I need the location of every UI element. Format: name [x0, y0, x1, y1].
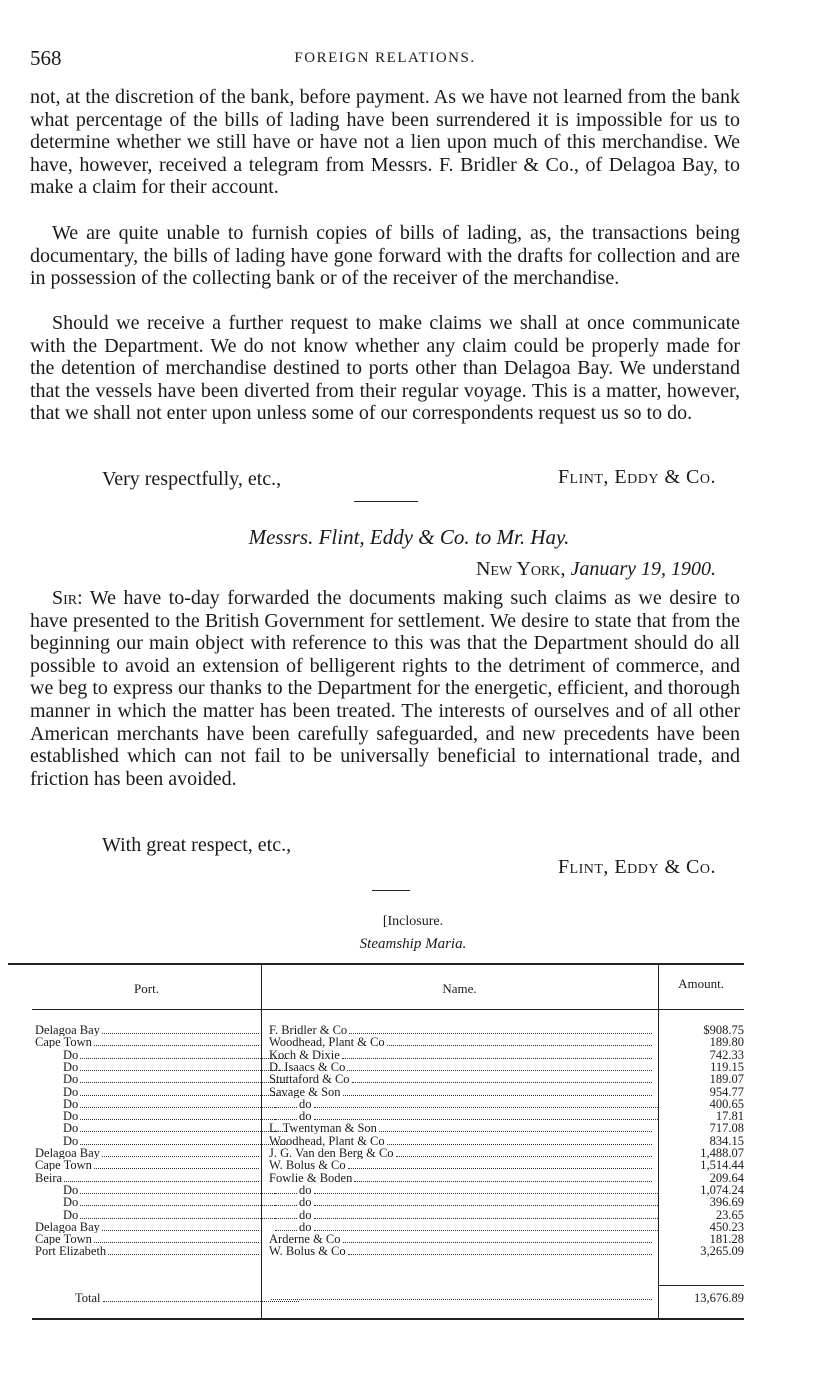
dot-leader	[80, 1074, 287, 1083]
dot-leader	[314, 1222, 659, 1231]
name-cell	[269, 1233, 652, 1245]
name-cell	[269, 1061, 652, 1073]
table-row	[32, 1184, 744, 1196]
dot-leader	[314, 1197, 659, 1206]
name-cell	[269, 1159, 652, 1171]
dot-leader	[314, 1111, 659, 1120]
port-text: Do	[63, 1097, 79, 1110]
total-label-cell	[35, 1291, 299, 1305]
dot-leader	[80, 1210, 287, 1219]
name-text: Arderne & Co	[269, 1233, 341, 1246]
amount-cell: 3,265.09	[700, 1245, 744, 1258]
closing-2: With great respect, etc.,	[102, 834, 292, 856]
amount-cell: 717.08	[709, 1122, 744, 1135]
name-cell	[269, 1147, 652, 1159]
table-row	[32, 1061, 744, 1073]
ship-name: Steamship Maria.	[359, 936, 467, 952]
name-cell	[269, 1049, 652, 1061]
dot-leader	[314, 1099, 659, 1108]
amount-cell: 17.81	[715, 1110, 744, 1123]
name-text: Savage & Son	[269, 1085, 341, 1098]
dateline-place: New York,	[475, 558, 566, 580]
signature-1	[558, 466, 716, 489]
table-top-rule	[8, 963, 744, 965]
dot-leader	[80, 1185, 287, 1194]
name-text: do	[299, 1220, 312, 1233]
port-text: Delagoa Bay	[35, 1220, 100, 1233]
paragraph-2-text: We are quite unable to furnish copies of bills of lading, as, the transactions being documentary, the bills of lading have gone forward with the drafts for collection and are in possession of the collecting bank or of the receiver of the merchandise.	[30, 222, 740, 290]
amount-cell: 400.65	[709, 1097, 744, 1110]
dot-leader	[343, 1087, 652, 1096]
name-text: L. Twentyman & Son	[269, 1122, 377, 1135]
name-cell	[269, 1196, 658, 1208]
name-cell	[269, 1221, 658, 1233]
dateline-date: January 19, 1900.	[570, 558, 716, 580]
port-cell	[35, 1061, 287, 1073]
dot-leader	[387, 1037, 652, 1046]
amount-cell: $908.75	[703, 1024, 744, 1036]
name-text: Woodhead, Plant & Co	[269, 1134, 385, 1147]
port-cell	[35, 1184, 287, 1196]
dot-leader	[80, 1062, 287, 1071]
name-text: do	[299, 1208, 312, 1221]
amount-cell: 119.15	[710, 1060, 744, 1073]
table-row	[32, 1196, 744, 1208]
amount-cell: 954.77	[709, 1085, 744, 1098]
dot-leader	[108, 1246, 259, 1255]
paragraph-2	[30, 222, 740, 290]
dot-leader	[348, 1160, 652, 1169]
name-cell	[269, 1024, 652, 1036]
dot-leader	[314, 1210, 659, 1219]
port-text: Do	[63, 1060, 79, 1073]
total-label: Total	[75, 1291, 101, 1305]
table-row	[32, 1110, 744, 1122]
paragraph-3-text: Should we receive a further request to make claims we shall at once communicate with the Department. We do not know whether any claim could be properly made for the detention of merchandise destined to ports other than Delagoa Bay. We understand that the vessels have been diverted from their regular voyage. This is a matter, however, that we shall not enter upon unless some of our correspondents request us so to do.	[30, 312, 740, 425]
port-cell	[35, 1122, 287, 1134]
amount-cell: 181.28	[709, 1233, 744, 1246]
total-amount: 13,676.89	[694, 1291, 744, 1305]
table-row	[32, 1221, 744, 1233]
dot-leader	[102, 1222, 259, 1231]
amount-cell: 396.69	[709, 1196, 744, 1209]
dot-leader	[343, 1234, 652, 1243]
table-row	[32, 1135, 744, 1147]
signature-1-text: Flint, Eddy & Co.	[557, 466, 716, 488]
port-cell	[35, 1209, 287, 1221]
page-number: 568	[30, 46, 62, 70]
table-row	[32, 1098, 744, 1110]
amount-cell: 209.64	[709, 1171, 744, 1184]
amount-cell: 189.80	[709, 1036, 744, 1049]
dot-leader	[347, 1062, 652, 1071]
port-text: Do	[63, 1208, 79, 1221]
claims-table	[8, 963, 744, 1326]
name-text: Fowlie & Boden	[269, 1171, 353, 1184]
table-row	[32, 1073, 744, 1085]
port-cell	[35, 1073, 287, 1085]
name-text: Woodhead, Plant & Co	[269, 1036, 385, 1049]
port-text: Do	[63, 1183, 79, 1196]
dot-leader	[387, 1136, 652, 1145]
port-text: Delagoa Bay	[35, 1147, 100, 1159]
port-text: Delagoa Bay	[35, 1024, 100, 1036]
dot-leader	[354, 1173, 652, 1182]
dot-leader	[396, 1148, 652, 1157]
name-cell	[269, 1086, 652, 1098]
name-cell	[269, 1135, 652, 1147]
port-text: Do	[63, 1122, 79, 1135]
dot-leader	[314, 1185, 659, 1194]
table-row	[32, 1036, 744, 1048]
port-text: Do	[63, 1048, 79, 1061]
name-text: do	[299, 1097, 312, 1110]
table-bottom-rule	[32, 1318, 744, 1320]
name-text: F. Bridler & Co	[269, 1024, 348, 1036]
total-rule	[658, 1285, 744, 1286]
port-cell	[35, 1172, 259, 1184]
name-text: W. Bolus & Co	[269, 1245, 346, 1258]
table-row	[32, 1209, 744, 1221]
table-row	[32, 1122, 744, 1134]
column-header-port: Port.	[134, 981, 159, 996]
port-cell	[35, 1049, 287, 1061]
dot-leader	[349, 1025, 652, 1034]
dot-leader	[94, 1160, 259, 1169]
dot-leader	[275, 1099, 297, 1108]
name-cell	[269, 1209, 658, 1221]
section-divider-1	[354, 501, 418, 502]
column-header-name: Name.	[442, 981, 477, 996]
name-cell	[269, 1122, 652, 1134]
port-cell	[35, 1110, 287, 1122]
dot-leader	[80, 1197, 287, 1206]
name-cell	[269, 1172, 652, 1184]
port-text: Do	[63, 1134, 79, 1147]
name-text: Stuttaford & Co	[269, 1073, 350, 1086]
port-cell	[35, 1098, 287, 1110]
dot-leader	[275, 1210, 297, 1219]
dot-leader	[275, 1185, 297, 1194]
paragraph-1-text: not, at the discretion of the bank, before payment. As we have not learned from the bank what percentage of the bills of lading have been surrendered it is impossible for us to determine whether we still have or have not a lien upon much of this merchandise. We have, however, received a telegram from Messrs. F. Bridler & Co., of Delagoa Bay, to make a claim for their account.	[30, 86, 740, 199]
port-text: Cape Town	[35, 1036, 92, 1049]
paragraph-4	[30, 587, 740, 790]
port-cell	[35, 1196, 287, 1208]
dot-leader	[80, 1136, 287, 1145]
amount-cell: 450.23	[709, 1220, 744, 1233]
amount-cell: 189.07	[709, 1073, 744, 1086]
total-row	[32, 1291, 744, 1305]
column-header-amount: Amount.	[678, 976, 724, 991]
amount-cell: 1,074.24	[700, 1183, 744, 1196]
signature-2-text: Flint, Eddy & Co.	[557, 856, 716, 878]
dateline	[476, 558, 716, 581]
inclosure-label: [Inclosure.	[382, 914, 444, 929]
name-cell	[269, 1073, 652, 1085]
dot-leader	[80, 1123, 287, 1132]
dot-leader	[64, 1173, 259, 1182]
dot-leader	[352, 1074, 652, 1083]
name-text: J. G. Van den Berg & Co	[269, 1147, 394, 1159]
paragraph-4-text: We have to-day forwarded the documents making such claims as we desire to have presented to the British Government for settlement. We desire to state that from the beginning our main object with reference to this was that the Department should do all possible to avoid an extension of belligerent rights to the detriment of commerce, and we beg to express our thanks to the Department for the energetic, efficient, and thorough manner in which the matter has been treated. The interests of ourselves and of all other American merchants have been carefully safeguarded, and new precedents have been established which can not fail to be universally beneficial to international trade, and friction has been avoided.	[30, 587, 740, 790]
name-cell	[269, 1110, 658, 1122]
paragraph-1	[30, 86, 740, 199]
letter-heading: Messrs. Flint, Eddy & Co. to Mr. Hay.	[248, 525, 570, 549]
table-row	[32, 1159, 744, 1171]
port-cell	[35, 1086, 287, 1098]
running-title: FOREIGN RELATIONS.	[294, 50, 476, 66]
dot-leader	[94, 1234, 259, 1243]
table-row	[32, 1086, 744, 1098]
dot-leader	[80, 1087, 287, 1096]
signature-2	[558, 856, 716, 879]
page-header	[30, 46, 740, 74]
table-row	[32, 1245, 744, 1257]
dot-leader	[275, 1197, 297, 1206]
dot-leader	[275, 1111, 297, 1120]
amount-cell: 834.15	[709, 1134, 744, 1147]
table-row	[32, 1024, 744, 1036]
dot-leader	[80, 1099, 287, 1108]
closing-1: Very respectfully, etc.,	[102, 468, 282, 490]
section-divider-2	[372, 890, 410, 891]
dot-leader	[94, 1037, 259, 1046]
amount-cell: 1,488.07	[700, 1147, 744, 1159]
amount-cell: 23.65	[715, 1208, 744, 1221]
port-text: Do	[63, 1110, 79, 1123]
dot-leader	[271, 1291, 652, 1300]
table-row	[32, 1049, 744, 1061]
port-text: Port Elizabeth	[35, 1245, 107, 1258]
salutation: Sir:	[52, 587, 83, 609]
name-text: do	[299, 1110, 312, 1123]
name-text: do	[299, 1196, 312, 1209]
port-text: Cape Town	[35, 1159, 92, 1172]
name-text: do	[299, 1183, 312, 1196]
amount-cell: 1,514.44	[700, 1159, 744, 1172]
table-row	[32, 1172, 744, 1184]
port-cell	[35, 1147, 259, 1159]
port-cell	[35, 1233, 259, 1245]
dot-leader	[275, 1222, 297, 1231]
port-cell	[35, 1135, 287, 1147]
name-text: Koch & Dixie	[269, 1048, 340, 1061]
dot-leader	[342, 1050, 652, 1059]
table-row	[32, 1147, 744, 1159]
total-name-cell	[269, 1291, 652, 1300]
amount-cell: 742.33	[709, 1048, 744, 1061]
name-cell	[269, 1184, 658, 1196]
name-cell	[269, 1036, 652, 1048]
port-cell	[35, 1221, 259, 1233]
name-text: W. Bolus & Co	[269, 1159, 346, 1172]
table-header-rule	[32, 1009, 744, 1010]
port-text: Do	[63, 1085, 79, 1098]
paragraph-3	[30, 312, 740, 425]
table-row	[32, 1233, 744, 1245]
dot-leader	[379, 1123, 652, 1132]
port-text: Cape Town	[35, 1233, 92, 1246]
dot-leader	[80, 1111, 287, 1120]
dot-leader	[102, 1148, 259, 1157]
port-text: Do	[63, 1073, 79, 1086]
port-cell	[35, 1036, 259, 1048]
port-cell	[35, 1245, 259, 1257]
dot-leader	[348, 1246, 652, 1255]
port-text: Beira	[35, 1171, 63, 1184]
port-text: Do	[63, 1196, 79, 1209]
port-cell	[35, 1024, 259, 1036]
dot-leader	[80, 1050, 287, 1059]
port-cell	[35, 1159, 259, 1171]
name-cell	[269, 1098, 658, 1110]
dot-leader	[102, 1025, 259, 1034]
name-text: D. Isaacs & Co	[269, 1060, 346, 1073]
name-cell	[269, 1245, 652, 1257]
